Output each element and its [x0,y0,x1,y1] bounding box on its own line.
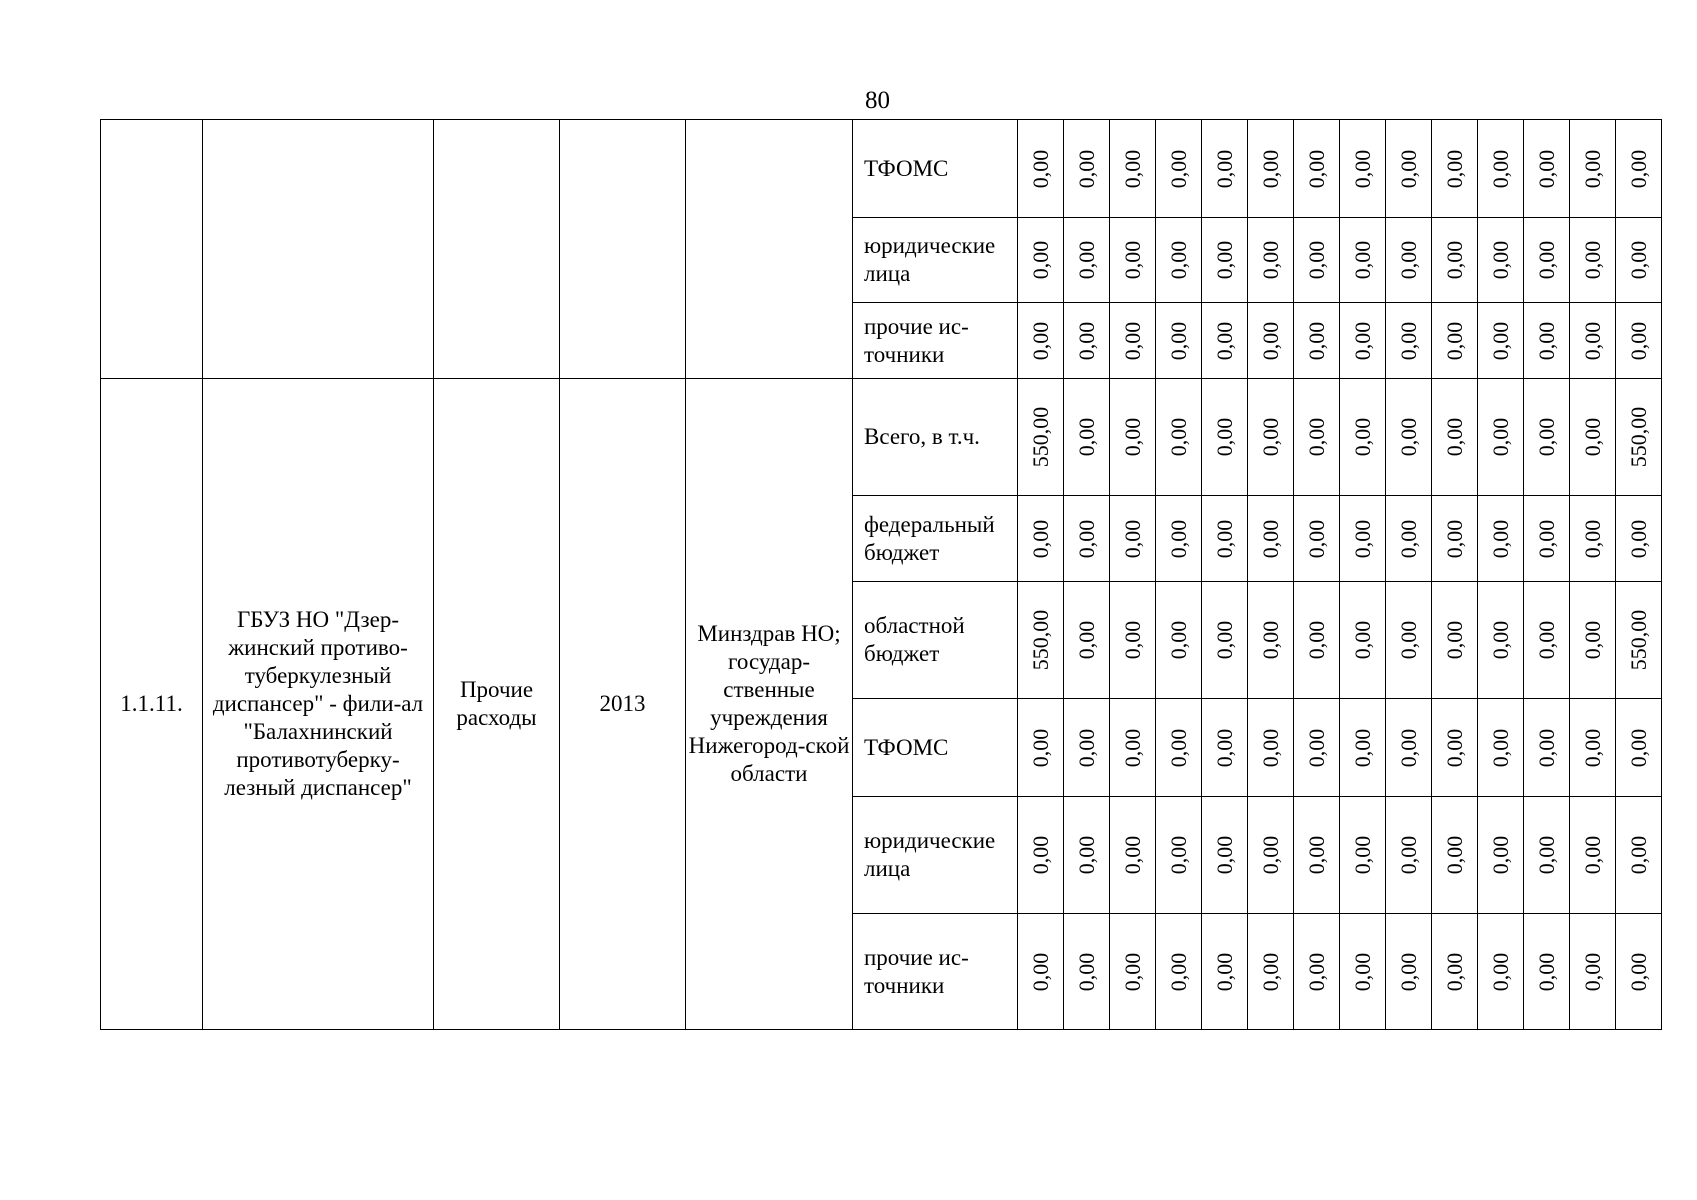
value-cell: 0,00 [1340,699,1386,797]
value-cell: 0,00 [1386,218,1432,303]
value-cell: 0,00 [1156,582,1202,699]
funding-source: ТФОМС [853,699,1018,797]
value-cell: 0,00 [1156,303,1202,379]
value-cell: 0,00 [1202,218,1248,303]
value-cell: 0,00 [1524,797,1570,914]
value-cell: 0,00 [1018,914,1064,1030]
value-cell: 0,00 [1432,699,1478,797]
value-cell: 0,00 [1064,914,1110,1030]
value-cell: 0,00 [1248,120,1294,218]
value-cell: 0,00 [1478,120,1524,218]
value-cell: 0,00 [1478,582,1524,699]
value-cell: 0,00 [1432,218,1478,303]
value-cell: 0,00 [1386,699,1432,797]
value-cell: 0,00 [1248,582,1294,699]
value-cell: 0,00 [1570,914,1616,1030]
funding-source: юридические лица [853,797,1018,914]
value-cell: 0,00 [1018,218,1064,303]
value-cell: 0,00 [1294,496,1340,582]
funding-source: областной бюджет [853,582,1018,699]
name-cell-continued [203,120,434,379]
value-cell: 0,00 [1570,379,1616,496]
value-cell: 0,00 [1386,120,1432,218]
value-cell: 0,00 [1570,218,1616,303]
value-cell: 0,00 [1570,496,1616,582]
value-cell: 0,00 [1202,303,1248,379]
value-cell: 550,00 [1018,582,1064,699]
value-cell: 0,00 [1156,496,1202,582]
value-cell: 0,00 [1064,582,1110,699]
funding-source: прочие ис-точники [853,303,1018,379]
value-cell: 0,00 [1156,914,1202,1030]
value-cell: 0,00 [1110,797,1156,914]
funding-source: прочие ис-точники [853,914,1018,1030]
value-cell: 0,00 [1570,699,1616,797]
number-cell-continued [101,120,203,379]
value-cell: 0,00 [1616,120,1662,218]
value-cell: 0,00 [1524,496,1570,582]
budget-table [100,119,1662,1030]
value-cell: 0,00 [1386,914,1432,1030]
value-cell: 0,00 [1432,120,1478,218]
expense-type-cell-continued [434,120,560,379]
value-cell: 0,00 [1478,914,1524,1030]
value-cell: 0,00 [1478,496,1524,582]
value-cell: 0,00 [1570,582,1616,699]
value-cell: 0,00 [1248,303,1294,379]
value-cell: 0,00 [1340,496,1386,582]
value-cell: 0,00 [1340,914,1386,1030]
value-cell: 0,00 [1616,914,1662,1030]
funding-source: юридические лица [853,218,1018,303]
value-cell: 0,00 [1064,379,1110,496]
value-cell: 0,00 [1478,699,1524,797]
funding-source: федеральный бюджет [853,496,1018,582]
value-cell: 0,00 [1248,496,1294,582]
value-cell: 0,00 [1524,379,1570,496]
year: 2013 [560,379,686,1030]
value-cell: 0,00 [1386,379,1432,496]
funding-source: Всего, в т.ч. [853,379,1018,496]
value-cell: 0,00 [1156,379,1202,496]
value-cell: 0,00 [1616,699,1662,797]
value-cell: 0,00 [1064,120,1110,218]
value-cell: 0,00 [1248,914,1294,1030]
value-cell: 0,00 [1524,914,1570,1030]
value-cell: 0,00 [1340,797,1386,914]
value-cell: 0,00 [1064,303,1110,379]
value-cell: 0,00 [1570,120,1616,218]
value-cell: 0,00 [1202,582,1248,699]
value-cell: 0,00 [1478,303,1524,379]
value-cell: 0,00 [1294,379,1340,496]
year-cell-continued [560,120,686,379]
value-cell: 0,00 [1156,699,1202,797]
value-cell: 0,00 [1616,218,1662,303]
value-cell: 550,00 [1616,379,1662,496]
value-cell: 550,00 [1616,582,1662,699]
value-cell: 0,00 [1616,797,1662,914]
value-cell: 0,00 [1616,496,1662,582]
value-cell: 0,00 [1524,218,1570,303]
value-cell: 0,00 [1340,218,1386,303]
value-cell: 0,00 [1294,303,1340,379]
value-cell: 0,00 [1478,218,1524,303]
value-cell: 0,00 [1524,699,1570,797]
value-cell: 0,00 [1294,797,1340,914]
value-cell: 0,00 [1386,797,1432,914]
institution-name: ГБУЗ НО "Дзер-жинский противо-туберкулезный диспансер" - фили-ал "Балахнинский противотуберку-лезный диспансер" [203,379,434,1030]
table-row [101,120,1662,218]
value-cell: 0,00 [1202,379,1248,496]
value-cell: 0,00 [1110,120,1156,218]
value-cell: 0,00 [1294,218,1340,303]
executor: Минздрав НО; государ-ственные учреждения Нижегород-ской области [686,379,853,1030]
value-cell: 0,00 [1524,582,1570,699]
value-cell: 0,00 [1110,582,1156,699]
value-cell: 0,00 [1524,120,1570,218]
value-cell: 0,00 [1294,699,1340,797]
value-cell: 0,00 [1248,699,1294,797]
value-cell: 0,00 [1432,303,1478,379]
value-cell: 0,00 [1064,218,1110,303]
value-cell: 0,00 [1432,797,1478,914]
value-cell: 0,00 [1202,914,1248,1030]
value-cell: 0,00 [1156,120,1202,218]
value-cell: 0,00 [1202,120,1248,218]
value-cell: 0,00 [1478,379,1524,496]
value-cell: 0,00 [1064,797,1110,914]
value-cell: 0,00 [1064,496,1110,582]
value-cell: 0,00 [1110,379,1156,496]
value-cell: 0,00 [1432,914,1478,1030]
value-cell: 0,00 [1202,496,1248,582]
value-cell: 0,00 [1340,120,1386,218]
value-cell: 0,00 [1248,797,1294,914]
value-cell: 0,00 [1432,379,1478,496]
value-cell: 0,00 [1110,914,1156,1030]
value-cell: 0,00 [1432,496,1478,582]
table-row [101,379,1662,496]
value-cell: 0,00 [1478,797,1524,914]
value-cell: 0,00 [1294,582,1340,699]
value-cell: 0,00 [1386,582,1432,699]
page-number: 80 [865,87,890,114]
value-cell: 0,00 [1018,120,1064,218]
value-cell: 0,00 [1616,303,1662,379]
value-cell: 0,00 [1340,582,1386,699]
value-cell: 0,00 [1110,496,1156,582]
value-cell: 0,00 [1110,699,1156,797]
value-cell: 0,00 [1064,699,1110,797]
executor-cell-continued [686,120,853,379]
value-cell: 0,00 [1018,496,1064,582]
value-cell: 0,00 [1018,797,1064,914]
value-cell: 0,00 [1386,496,1432,582]
value-cell: 0,00 [1018,699,1064,797]
value-cell: 0,00 [1340,303,1386,379]
value-cell: 0,00 [1570,303,1616,379]
value-cell: 0,00 [1570,797,1616,914]
value-cell: 0,00 [1524,303,1570,379]
funding-source: ТФОМС [853,120,1018,218]
value-cell: 0,00 [1294,120,1340,218]
value-cell: 550,00 [1018,379,1064,496]
value-cell: 0,00 [1110,303,1156,379]
value-cell: 0,00 [1248,379,1294,496]
value-cell: 0,00 [1156,797,1202,914]
expense-type: Прочие расходы [434,379,560,1030]
value-cell: 0,00 [1294,914,1340,1030]
value-cell: 0,00 [1340,379,1386,496]
entry-number: 1.1.11. [101,379,203,1030]
value-cell: 0,00 [1156,218,1202,303]
value-cell: 0,00 [1386,303,1432,379]
value-cell: 0,00 [1018,303,1064,379]
value-cell: 0,00 [1202,797,1248,914]
value-cell: 0,00 [1202,699,1248,797]
value-cell: 0,00 [1110,218,1156,303]
value-cell: 0,00 [1248,218,1294,303]
value-cell: 0,00 [1432,582,1478,699]
